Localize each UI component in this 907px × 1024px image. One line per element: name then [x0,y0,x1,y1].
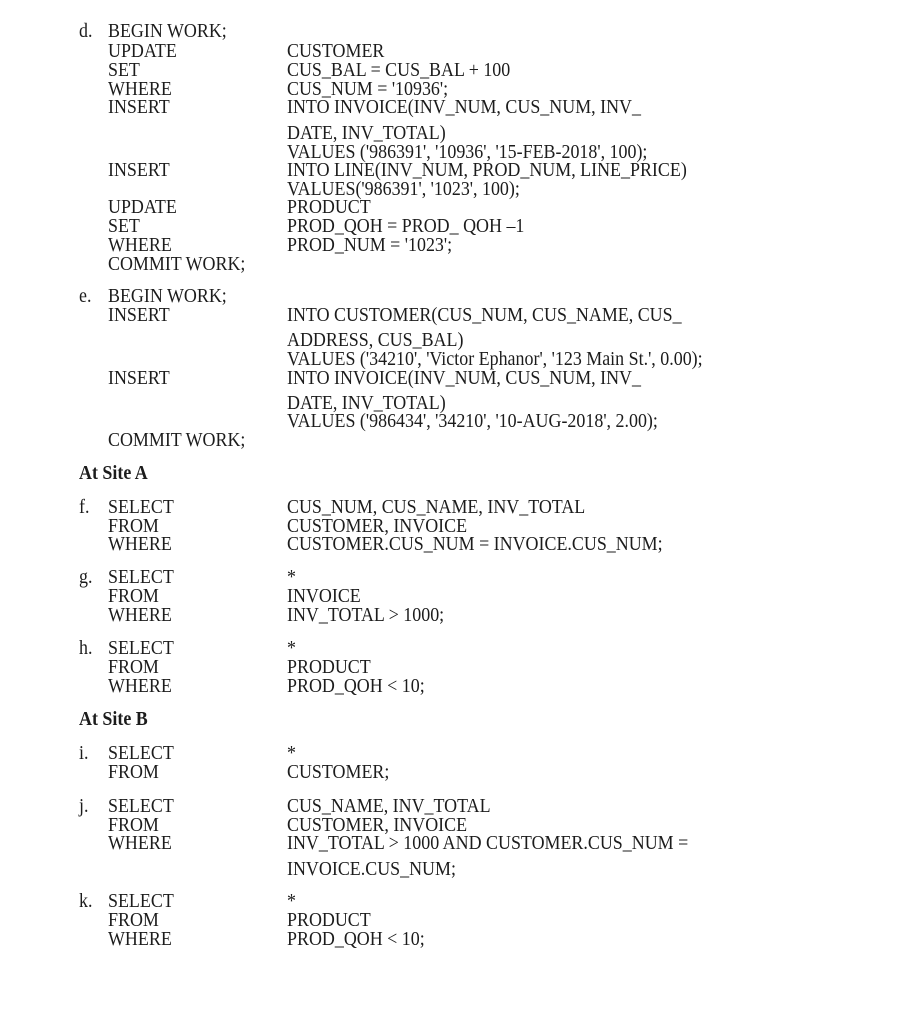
sql-keyword: WHERE [108,929,172,950]
sql-argument: PROD_QOH = PROD_ QOH –1 [287,216,525,237]
sql-argument: CUSTOMER.CUS_NUM = INVOICE.CUS_NUM; [287,534,663,555]
sql-argument: INTO CUSTOMER(CUS_NUM, CUS_NAME, CUS_ [287,305,682,326]
sql-keyword: INSERT [108,97,170,118]
sql-argument: VALUES ('986434', '34210', '10-AUG-2018', 2.00); [287,411,658,432]
sql-argument: VALUES ('986391', '10936', '15-FEB-2018', 100); [287,142,648,163]
sql-keyword: SELECT [108,796,174,817]
sql-argument: * [287,891,296,912]
sql-argument: DATE, INV_TOTAL) [287,123,446,144]
sql-keyword: FROM [108,762,159,783]
sql-argument: CUSTOMER; [287,762,390,783]
sql-argument: PRODUCT [287,910,371,931]
sql-argument: CUS_NAME, INV_TOTAL [287,796,491,817]
sql-argument: VALUES ('34210', 'Victor Ephanor', '123 Main St.', 0.00); [287,349,703,370]
sql-argument: PRODUCT [287,197,371,218]
sql-keyword: SELECT [108,891,174,912]
sql-argument: ADDRESS, CUS_BAL) [287,330,464,351]
sql-keyword: FROM [108,586,159,607]
sql-argument: PRODUCT [287,657,371,678]
sql-argument: DATE, INV_TOTAL) [287,393,446,414]
sql-argument: PROD_QOH < 10; [287,676,425,697]
section-heading-site-b: At Site B [79,709,148,730]
item-label-j: j. [79,796,89,817]
sql-keyword: SELECT [108,567,174,588]
item-label-k: k. [79,891,93,912]
section-heading-site-a: At Site A [79,463,148,484]
sql-argument: INVOICE.CUS_NUM; [287,859,456,880]
sql-keyword: SET [108,60,140,81]
sql-keyword: WHERE [108,534,172,555]
item-label-e: e. [79,286,92,307]
item-label-h: h. [79,638,93,659]
sql-argument: * [287,638,296,659]
sql-keyword: BEGIN WORK; [108,286,227,307]
sql-argument: PROD_QOH < 10; [287,929,425,950]
sql-argument: CUS_NUM, CUS_NAME, INV_TOTAL [287,497,586,518]
sql-keyword: WHERE [108,605,172,626]
sql-keyword: FROM [108,910,159,931]
sql-argument: INTO INVOICE(INV_NUM, CUS_NUM, INV_ [287,97,641,118]
sql-keyword: SELECT [108,497,174,518]
sql-argument: CUS_BAL = CUS_BAL + 100 [287,60,511,81]
sql-keyword: INSERT [108,160,170,181]
sql-argument: CUSTOMER [287,41,385,62]
sql-argument: CUS_NUM = '10936'; [287,79,449,100]
sql-keyword: INSERT [108,305,170,326]
sql-keyword: BEGIN WORK; [108,21,227,42]
sql-keyword: SELECT [108,638,174,659]
sql-keyword: WHERE [108,79,172,100]
sql-argument: PROD_NUM = '1023'; [287,235,453,256]
sql-argument: INTO INVOICE(INV_NUM, CUS_NUM, INV_ [287,368,641,389]
sql-argument: INV_TOTAL > 1000 AND CUSTOMER.CUS_NUM = [287,833,689,854]
sql-argument: INVOICE [287,586,361,607]
sql-argument: INV_TOTAL > 1000; [287,605,445,626]
sql-keyword: WHERE [108,833,172,854]
sql-keyword: WHERE [108,676,172,697]
sql-argument: * [287,743,296,764]
item-label-d: d. [79,21,93,42]
sql-keyword: INSERT [108,368,170,389]
sql-keyword: FROM [108,657,159,678]
sql-keyword: FROM [108,516,159,537]
sql-keyword: COMMIT WORK; [108,430,246,451]
sql-argument: CUSTOMER, INVOICE [287,815,468,836]
sql-keyword: UPDATE [108,41,177,62]
sql-argument: VALUES('986391', '1023', 100); [287,179,520,200]
sql-argument: * [287,567,296,588]
sql-keyword: UPDATE [108,197,177,218]
sql-argument: CUSTOMER, INVOICE [287,516,468,537]
sql-keyword: SET [108,216,140,237]
item-label-f: f. [79,497,90,518]
sql-keyword: COMMIT WORK; [108,254,246,275]
sql-keyword: SELECT [108,743,174,764]
sql-keyword: FROM [108,815,159,836]
sql-argument: INTO LINE(INV_NUM, PROD_NUM, LINE_PRICE) [287,160,687,181]
item-label-i: i. [79,743,89,764]
item-label-g: g. [79,567,93,588]
sql-keyword: WHERE [108,235,172,256]
